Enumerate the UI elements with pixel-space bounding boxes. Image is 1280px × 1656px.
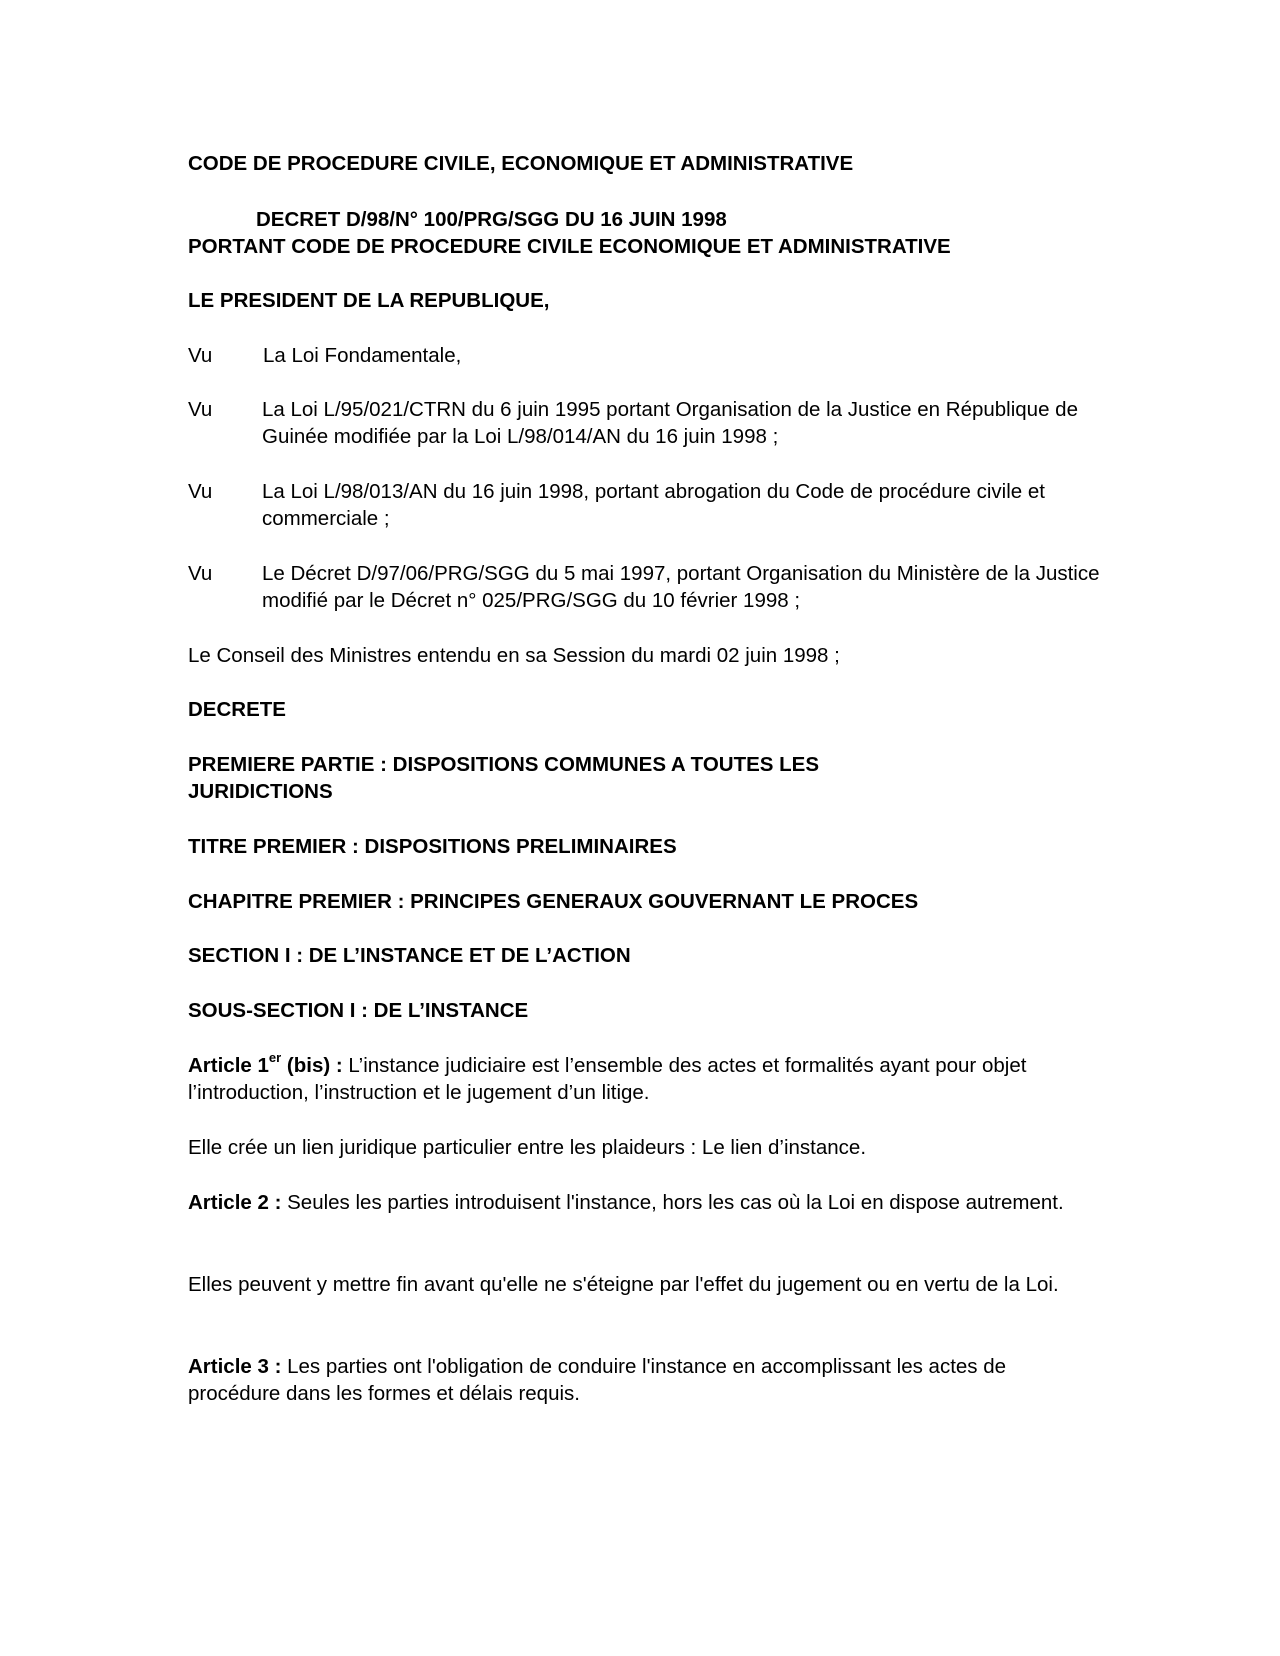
article-1-paragraph-2: Elle crée un lien juridique particulier entre les plaideurs : Le lien d’instance. <box>188 1136 867 1159</box>
article-1-paragraph <box>188 1052 1093 1106</box>
vu-text: La Loi Fondamentale, <box>263 344 462 367</box>
president-heading: LE PRESIDENT DE LA REPUBLIQUE, <box>188 289 550 312</box>
vu-text: La Loi L/98/013/AN du 16 juin 1998, portant abrogation du Code de procédure civile et commerciale ; <box>262 480 1045 530</box>
conseil-paragraph: Le Conseil des Ministres entendu en sa Session du mardi 02 juin 1998 ; <box>188 644 840 667</box>
vu-label: Vu <box>188 398 213 421</box>
decree-subject: PORTANT CODE DE PROCEDURE CIVILE ECONOMIQUE ET ADMINISTRATIVE <box>188 235 951 258</box>
document-title: CODE DE PROCEDURE CIVILE, ECONOMIQUE ET ADMINISTRATIVE <box>188 152 854 175</box>
article-2-label: Article 2 : <box>188 1191 282 1214</box>
partie-heading: PREMIERE PARTIE : DISPOSITIONS COMMUNES A TOUTES LES JURIDICTIONS <box>188 753 820 803</box>
decrete-heading: DECRETE <box>188 698 286 721</box>
article-2-paragraph-2: Elles peuvent y mettre fin avant qu'elle ne s'éteigne par l'effet du jugement ou en vertu de la Loi. <box>188 1273 1059 1296</box>
article-1-text: L’instance judiciaire est l’ensemble des actes et formalités ayant pour objet l’introduction, l’instruction et le jugement d’un litige. <box>188 1054 1027 1104</box>
section-heading: SECTION I : DE L’INSTANCE ET DE L’ACTION <box>188 944 631 967</box>
article-2-paragraph <box>188 1189 1093 1216</box>
vu-label: Vu <box>188 562 213 585</box>
chapitre-heading: CHAPITRE PREMIER : PRINCIPES GENERAUX GOUVERNANT LE PROCES <box>188 890 919 913</box>
vu-text: La Loi L/95/021/CTRN du 6 juin 1995 portant Organisation de la Justice en République de Guinée modifiée par la Loi L/98/014/AN du 16 juin 1998 ; <box>262 398 1078 448</box>
article-3-label: Article 3 : <box>188 1355 282 1378</box>
vu-text: Le Décret D/97/06/PRG/SGG du 5 mai 1997, portant Organisation du Ministère de la Justice modifié par le Décret n° 025/PRG/SGG du 10 février 1998 ; <box>262 562 1100 612</box>
sous-section-heading: SOUS-SECTION I : DE L’INSTANCE <box>188 999 529 1022</box>
decree-reference: DECRET D/98/N° 100/PRG/SGG DU 16 JUIN 1998 <box>256 208 727 231</box>
vu-label: Vu <box>188 480 213 503</box>
article-3-text: Les parties ont l'obligation de conduire l'instance en accomplissant les actes de procédure dans les formes et délais requis. <box>188 1355 1007 1405</box>
article-3-paragraph <box>188 1353 1093 1407</box>
titre-heading: TITRE PREMIER : DISPOSITIONS PRELIMINAIRES <box>188 835 677 858</box>
article-1-label: Article 1er (bis) : <box>188 1050 343 1077</box>
vu-label: Vu <box>188 344 213 367</box>
article-2-text: Seules les parties introduisent l'instance, hors les cas où la Loi en dispose autrement. <box>281 1191 1064 1214</box>
